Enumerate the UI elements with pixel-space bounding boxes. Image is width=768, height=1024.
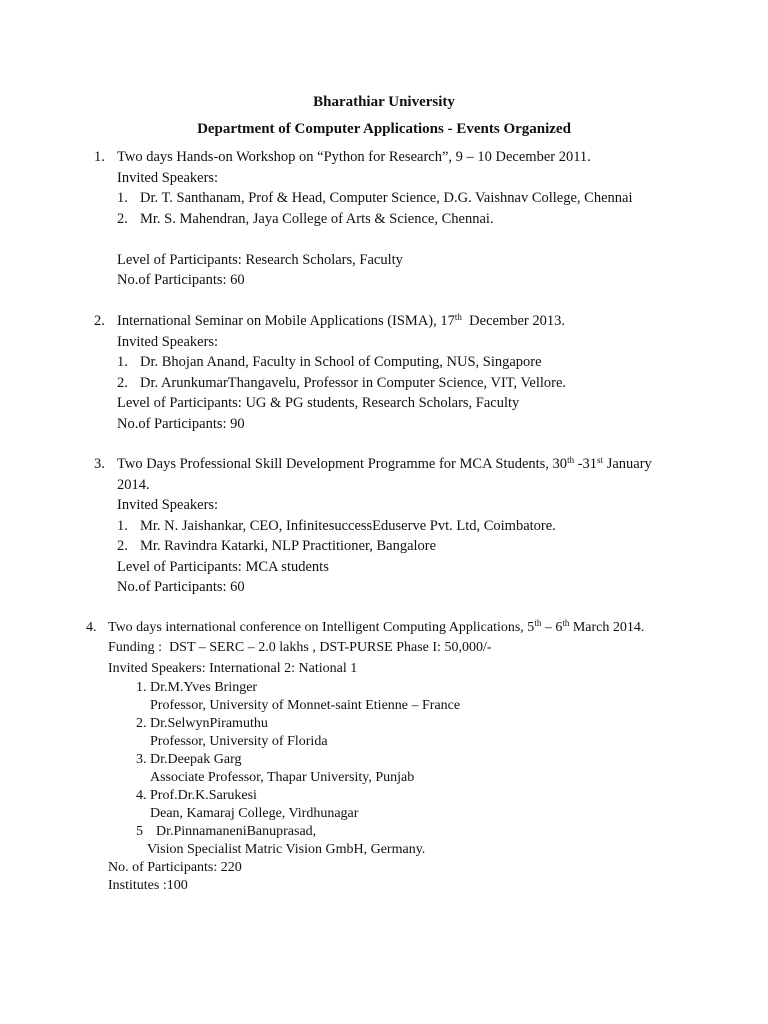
participant-level: Level of Participants: MCA students xyxy=(117,558,329,575)
event-4 xyxy=(86,618,644,895)
speakers-label: Invited Speakers: xyxy=(117,497,219,513)
event-3 xyxy=(94,454,652,598)
participant-count: No. of Participants: 220 xyxy=(108,860,242,875)
speakers-label: Invited Speakers: xyxy=(117,169,219,186)
university-title: Bharathiar University xyxy=(313,94,455,110)
funding-line: Funding : DST – SERC – 2.0 lakhs , DST-PURSE Phase I: 50,000/- xyxy=(108,640,492,655)
event-number: 1. xyxy=(94,149,105,165)
participant-count: No.of Participants: 90 xyxy=(117,415,245,432)
event-title: 3. Two Days Professional Skill Development Programme for MCA Students, 30th -31st January xyxy=(94,454,652,475)
event-number: 2. xyxy=(94,313,105,329)
event-1 xyxy=(94,147,633,291)
speaker-role: Vision Specialist Matric Vision GmbH, Germany. xyxy=(147,842,426,857)
speaker-item: 2. Mr. S. Mahendran, Jaya College of Arts & Science, Chennai. xyxy=(117,210,494,227)
participant-count: No.of Participants: 60 xyxy=(117,272,245,288)
participant-level: Level of Participants: UG & PG students, Research Scholars, Faculty xyxy=(117,395,520,411)
speaker-item: 1. Dr.M.Yves Bringer xyxy=(136,680,258,695)
speaker-item: 1. Dr. T. Santhanam, Prof & Head, Computer Science, D.G. Vaishnav College, Chennai xyxy=(117,190,633,206)
speaker-item: 2. Dr. ArunkumarThangavelu, Professor in Computer Science, VIT, Vellore. xyxy=(117,374,567,391)
speaker-item: 3. Dr.Deepak Garg xyxy=(136,752,242,767)
speaker-role: Professor, University of Florida xyxy=(150,734,328,749)
event-title: 1. Two days Hands-on Workshop on “Python for Research”, 9 – 10 December 2011. xyxy=(94,147,633,168)
speaker-item: 2. Mr. Ravindra Katarki, NLP Practitioner, Bangalore xyxy=(117,538,437,554)
department-subtitle: Department of Computer Applications - Events Organized xyxy=(197,121,571,137)
event-title-continued: 2014. xyxy=(117,476,150,493)
speaker-item: 1. Mr. N. Jaishankar, CEO, InfinitesuccessEduserve Pvt. Ltd, Coimbatore. xyxy=(117,517,556,534)
speakers-label: Invited Speakers: xyxy=(117,333,219,350)
event-number: 4. xyxy=(86,620,97,635)
speaker-role: Dean, Kamaraj College, Virdhunagar xyxy=(150,806,359,821)
speaker-role: Professor, University of Monnet-saint Etienne – France xyxy=(150,698,461,713)
participant-count: No.of Participants: 60 xyxy=(117,579,245,595)
speakers-label: Invited Speakers: International 2: National 1 xyxy=(108,661,358,676)
speaker-item: 2. Dr.SelwynPiramuthu xyxy=(136,716,268,731)
participant-level: Level of Participants: Research Scholars, Faculty xyxy=(117,251,403,268)
speaker-role: Associate Professor, Thapar University, Punjab xyxy=(150,770,415,785)
event-2 xyxy=(94,311,566,434)
event-title: 4. Two days international conference on Intelligent Computing Applications, 5th – 6th March 2014. xyxy=(86,618,644,638)
event-title: 2. International Seminar on Mobile Applications (ISMA), 17th December 2013. xyxy=(94,311,566,332)
speaker-item: 1. Dr. Bhojan Anand, Faculty in School of Computing, NUS, Singapore xyxy=(117,354,542,370)
event-number: 3. xyxy=(94,456,105,472)
institutes-count: Institutes :100 xyxy=(108,878,188,893)
speaker-item: 5 Dr.PinnamaneniBanuprasad, xyxy=(136,824,317,839)
speaker-item: 4. Prof.Dr.K.Sarukesi xyxy=(136,788,257,803)
